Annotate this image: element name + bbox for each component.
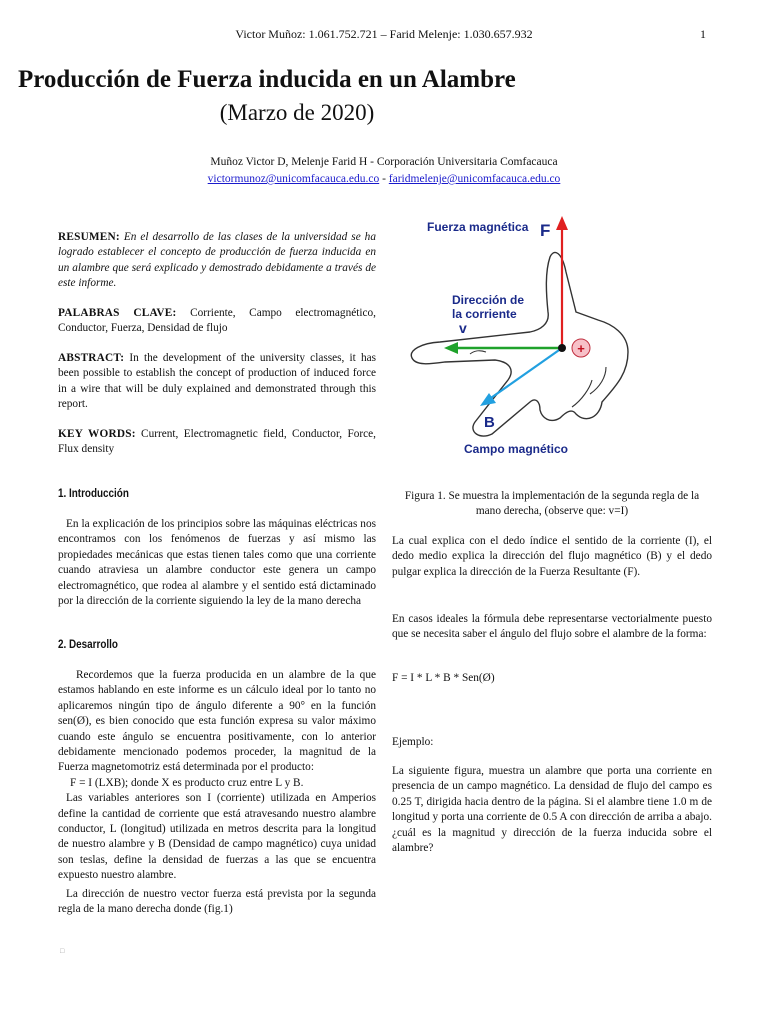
force-label: Fuerza magnética (427, 220, 529, 234)
hand-outline (411, 252, 628, 436)
force-letter: F (540, 221, 551, 240)
keywords-label: KEY WORDS: (58, 428, 136, 440)
right-paragraph-3: La siguiente figura, muestra un alambre que porta una corriente en presencia de un campo magnético. La densidad de flujo del campo es 0.25 T, dirigida hacia dentro de la página. Si el alambre tiene 1.0 m de longitud y porta una corriente de 0.5 A con dirección de arriba a abajo. ¿cuál es la magnitud y dirección de la fuerza inducida sobre el alambre? (392, 765, 712, 855)
field-label: Campo magnético (464, 442, 569, 456)
resumen-block (58, 230, 376, 292)
desarrollo-paragraph-1: Recordemos que la fuerza producida en un alambre de la que estamos hablando en este informe es un cálculo ideal por lo tanto no aplicaremos ningún tipo de ángulo diferente a 90° en la función sen(Ø), es bien conocido que esta función expresa su valor máximo cuando este ángulo se encuentra positivamente, con lo anterior debidamente mencionado podemos proceder, la magnitud de la Fuerza magnetomotriz está determinada por el producto: (58, 669, 376, 774)
hand-crease-1 (572, 380, 592, 407)
abstract-label: ABSTRACT: (58, 352, 125, 364)
abstract-text: In the development of the university classes, it has been possible to establish the concept of production of induced force in a wire that will be duly explained and demonstrated through this report. (58, 352, 376, 411)
authors: Muñoz Victor D, Melenje Farid H - Corporación Universitaria Comfacauca (210, 156, 558, 168)
ejemplo-label: Ejemplo: (392, 736, 434, 748)
desarrollo-paragraph-2: Las variables anteriores son I (corriente) utilizada en Amperios define la cantidad de corriente que está atravesando nuestro alambre conductor, L (longitud) utilizada en metros descrita para la longitud de nuestro alambre y B (Densidad de campo magnético) cuya unidad son teslas, define la densidad de fuerzas a las que se encuentra expuesto nuestro alambre. (58, 792, 376, 882)
desarrollo-formula: F = I (LXB); donde X es producto cruz entre L y B. (70, 776, 304, 789)
current-arrowhead (444, 342, 458, 354)
email-separator: - (379, 173, 389, 185)
hand-crease-3 (470, 351, 486, 354)
section-heading-introduccion: 1. Introducción (58, 488, 129, 500)
section-heading-desarrollo: 2. Desarrollo (58, 639, 118, 651)
page-number: 1 (700, 27, 706, 41)
right-formula: F = I * L * B * Sen(Ø) (392, 672, 495, 684)
figure-caption: Figura 1. Se muestra la implementación de la segunda regla de la mano derecha, (observe que: v=I) (404, 490, 700, 518)
right-hand-rule-figure (400, 212, 730, 482)
keywords-text: Current, Electromagnetic field, Conductor, Force, Flux density (58, 428, 376, 456)
current-letter: v (459, 320, 467, 336)
abstract-block (58, 351, 376, 413)
palabras-clave-text: Corriente, Campo electromagnético, Conductor, Fuerza, Densidad de flujo (58, 307, 376, 335)
paper-date: (Marzo de 2020) (219, 100, 375, 125)
introduccion-text-block (58, 517, 376, 609)
running-header: Victor Muñoz: 1.061.752.721 – Farid Melenje: 1.030.657.932 (235, 27, 533, 41)
palabras-clave-block (58, 306, 376, 337)
author-emails (0, 173, 768, 185)
palabras-clave-label: PALABRAS CLAVE: (58, 307, 177, 319)
desarrollo-paragraph-3: La dirección de nuestro vector fuerza está prevista por la segunda regla de la mano derecha donde (fig.1) (58, 887, 376, 916)
force-arrowhead (556, 216, 568, 230)
footnote-mark: □ (60, 947, 65, 955)
right-paragraph-1: La cual explica con el dedo índice el sentido de la corriente (I), el dedo medio explica la dirección del flujo magnético (B) y el dedo pulgar explica la dirección de la Fuerza Resultante (F). (392, 535, 712, 578)
origin-dot (558, 344, 566, 352)
field-arrow (488, 348, 562, 400)
desarrollo-text-block (58, 668, 376, 918)
email-link-munoz[interactable]: victormunoz@unicomfacauca.edu.co (207, 173, 380, 185)
field-letter: B (484, 414, 495, 431)
resumen-label: RESUMEN: (58, 231, 120, 243)
charge-symbol: + (577, 341, 585, 356)
current-label-line2: la corriente (452, 307, 517, 321)
introduccion-paragraph: En la explicación de los principios sobre las máquinas eléctricas nos encontramos con los fenómenos de fuerzas y así mismo las propiedades mecánicas que estas tienen tales como que una corriente cuando atraviesa un alambre conductor este genera un campo electromagnético, que rodea al alambre y el sentido está dictaminado por la dirección de la corriente siguiendo la ley de la mano derecha (58, 518, 376, 608)
email-link-melenje[interactable]: faridmelenje@unicomfacauca.edu.co (388, 173, 561, 185)
paper-title: Producción de Fuerza inducida en un Alambre (18, 66, 516, 93)
keywords-block (58, 427, 376, 458)
current-label-line1: Dirección de (452, 293, 525, 307)
right-paragraph-2: En casos ideales la fórmula debe representarse vectorialmente puesto que se necesita saber el ángulo del flujo sobre el alambre de la forma: (392, 613, 712, 641)
resumen-text: En el desarrollo de las clases de la universidad se ha logrado establecer el concepto de producción de fuerza inducida en un alambre que será explicado y demostrado debidamente a través de este informe. (58, 231, 376, 290)
